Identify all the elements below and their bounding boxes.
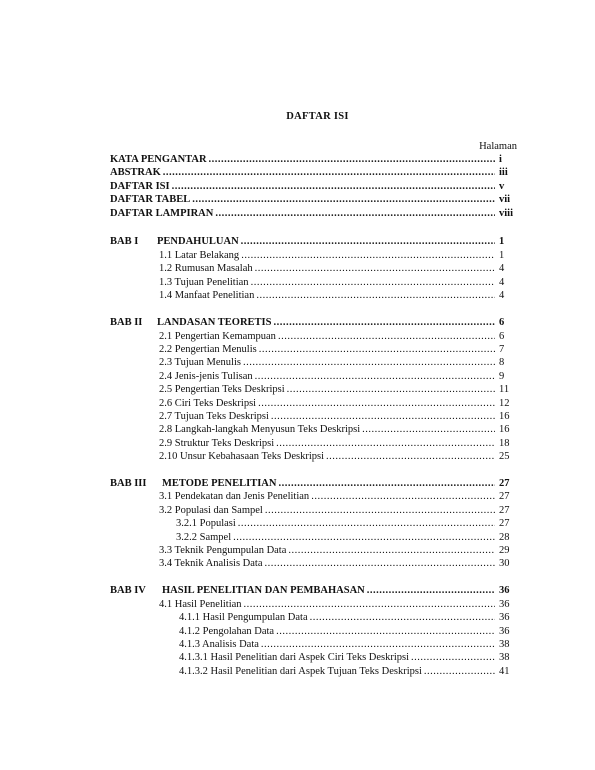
toc-front-kata-pengantar: KATA PENGANTAR ..... i [110,153,515,166]
toc-entry: 3.2.2 Sampel ..... 28 [176,531,515,544]
toc-front-abstrak: ABSTRAK ..... iii [110,166,515,179]
toc-entry: 2.5 Pengertian Teks Deskripsi ..... 11 [159,383,515,396]
toc-entry: 1.3 Tujuan Penelitian ..... 4 [159,276,515,289]
toc-entry: 2.1 Pengertian Kemampuan ..... 6 [159,330,515,343]
toc-entry: 4.1.1 Hasil Pengumpulan Data ..... 36 [179,611,515,624]
toc-entry: 2.6 Ciri Teks Deskripsi ..... 12 [159,397,515,410]
toc-entry: 3.2.1 Populasi ..... 27 [176,517,515,530]
page-title: DAFTAR ISI [286,111,349,122]
toc-entry: 1.4 Manfaat Penelitian ..... 4 [159,289,515,302]
toc-chapter-1: BAB I PENDAHULUAN ..... 1 [110,235,515,248]
toc-entry: 2.8 Langkah-langkah Menyusun Teks Deskripsi ..... 16 [159,423,515,436]
toc-entry: 2.10 Unsur Kebahasaan Teks Deskripsi ..... 25 [159,450,515,463]
toc-entry: 1.1 Latar Belakang ..... 1 [159,249,515,262]
toc-entry: 4.1.3.1 Hasil Penelitian dari Aspek Ciri Teks Deskripsi ..... 38 [179,651,515,664]
toc-chapter-4: BAB IV HASIL PENELITIAN DAN PEMBAHASAN ..... 36 [110,584,515,597]
toc-entry: 2.3 Tujuan Menulis ..... 8 [159,356,515,369]
toc-entry: 4.1.3 Analisis Data ..... 38 [179,638,515,651]
toc-entry: 3.1 Pendekatan dan Jenis Penelitian ..... 27 [159,490,515,503]
toc-entry: 4.1.3.2 Hasil Penelitian dari Aspek Tujuan Teks Deskripsi ..... 41 [179,665,515,678]
toc-entry: 2.9 Struktur Teks Deskripsi ..... 18 [159,437,515,450]
toc-front-daftar-isi: DAFTAR ISI ..... v [110,180,515,193]
toc-front-daftar-lampiran: DAFTAR LAMPIRAN ..... viii [110,207,515,220]
halaman-label: Halaman [479,141,517,152]
toc-entry: 2.2 Pengertian Menulis ..... 7 [159,343,515,356]
toc-entry: 3.2 Populasi dan Sampel ..... 27 [159,504,515,517]
toc-entry: 2.4 Jenis-jenis Tulisan ..... 9 [159,370,515,383]
toc-entry: 4.1 Hasil Penelitian ..... 36 [159,598,515,611]
toc-entry: 4.1.2 Pengolahan Data ..... 36 [179,625,515,638]
toc-entry: 1.2 Rumusan Masalah ..... 4 [159,262,515,275]
toc-front-daftar-tabel: DAFTAR TABEL ..... vii [110,193,515,206]
toc-chapter-2: BAB II LANDASAN TEORETIS ..... 6 [110,316,515,329]
toc-chapter-3: BAB III METODE PENELITIAN ..... 27 [110,477,515,490]
toc-entry: 3.3 Teknik Pengumpulan Data ..... 29 [159,544,515,557]
toc-entry: 3.4 Teknik Analisis Data ..... 30 [159,557,515,570]
toc-entry: 2.7 Tujuan Teks Deskripsi ..... 16 [159,410,515,423]
